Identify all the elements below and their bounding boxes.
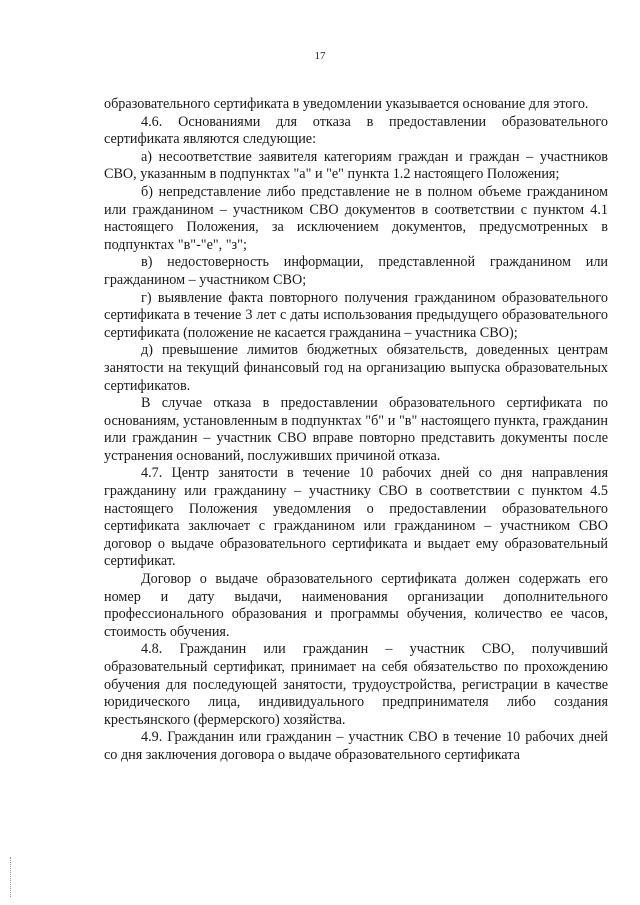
scan-margin-marks <box>10 857 13 897</box>
paragraph-4-6-d: д) превышение лимитов бюджетных обязательств, доведенных центрам занятости на текущий финансовый год на организацию выпуска образовательных сертификатов. <box>104 342 608 394</box>
paragraph-4-7: 4.7. Центр занятости в течение 10 рабочих дней со дня направления гражданину или гражданину – участнику СВО в соответствии с пунктом 4.5 настоящего Положения уведомления о предоставлении образовательного сертификата заключает с гражданином или гражданином – участником СВО договор о выдаче образовательного сертификата и выдает ему образовательный сертификат. <box>104 465 608 570</box>
paragraph-4-8: 4.8. Гражданин или гражданин – участник СВО, получивший образовательный сертификат, принимает на себя обязательство по прохождению обучения для последующей занятости, трудоустройства, регистрации в качестве юридического лица, индивидуального предпринимателя либо создания крестьянского (фермерского) хозяйства. <box>104 641 608 728</box>
paragraph-4-6-v: в) недостоверность информации, представленной гражданином или гражданином – участником СВО; <box>104 254 608 288</box>
paragraph-continuation: образовательного сертификата в уведомлении указывается основание для этого. <box>104 96 589 112</box>
page-number: 17 <box>314 50 326 62</box>
paragraph-4-6-a: а) несоответствие заявителя категориям граждан и граждан – участников СВО, указанным в подпунктах "а" и "е" пункта 1.2 настоящего Положения; <box>104 148 608 183</box>
paragraph-contract-content: Договор о выдаче образовательного сертификата должен содержать его номер и дату выдачи, наименования организации дополнительного профессионального образования и программы обучения, количество ее часов, стоимость обучения. <box>104 571 608 640</box>
paragraph-refusal-note: В случае отказа в предоставлении образовательного сертификата по основаниям, установленным в подпунктах "б" и "в" настоящего пункта, гражданин или гражданин – участник СВО вправе повторно представить документы после устранения оснований, послуживших причиной отказа. <box>104 395 608 464</box>
paragraph-4-9: 4.9. Гражданин или гражданин – участник СВО в течение 10 рабочих дней со дня заключения договора о выдаче образовательного сертификата <box>104 729 608 763</box>
paragraph-4-6-b: б) непредставление либо представление не в полном объеме гражданином или гражданином – участником СВО документов в соответствии с пунктом 4.1 настоящего Положения, за исключением документов, предусмотренных в подпунктах "в"-"е", "з"; <box>104 183 608 253</box>
paragraph-4-6-g: г) выявление факта повторного получения гражданином образовательного сертификата в течение 3 лет с даты использования предыдущего образовательного сертификата (положение не касается гражданина – участника СВО); <box>104 289 608 341</box>
document-body <box>104 96 608 765</box>
paragraph-4-6: 4.6. Основаниями для отказа в предоставлении образовательного сертификата являются следующие: <box>104 113 608 148</box>
